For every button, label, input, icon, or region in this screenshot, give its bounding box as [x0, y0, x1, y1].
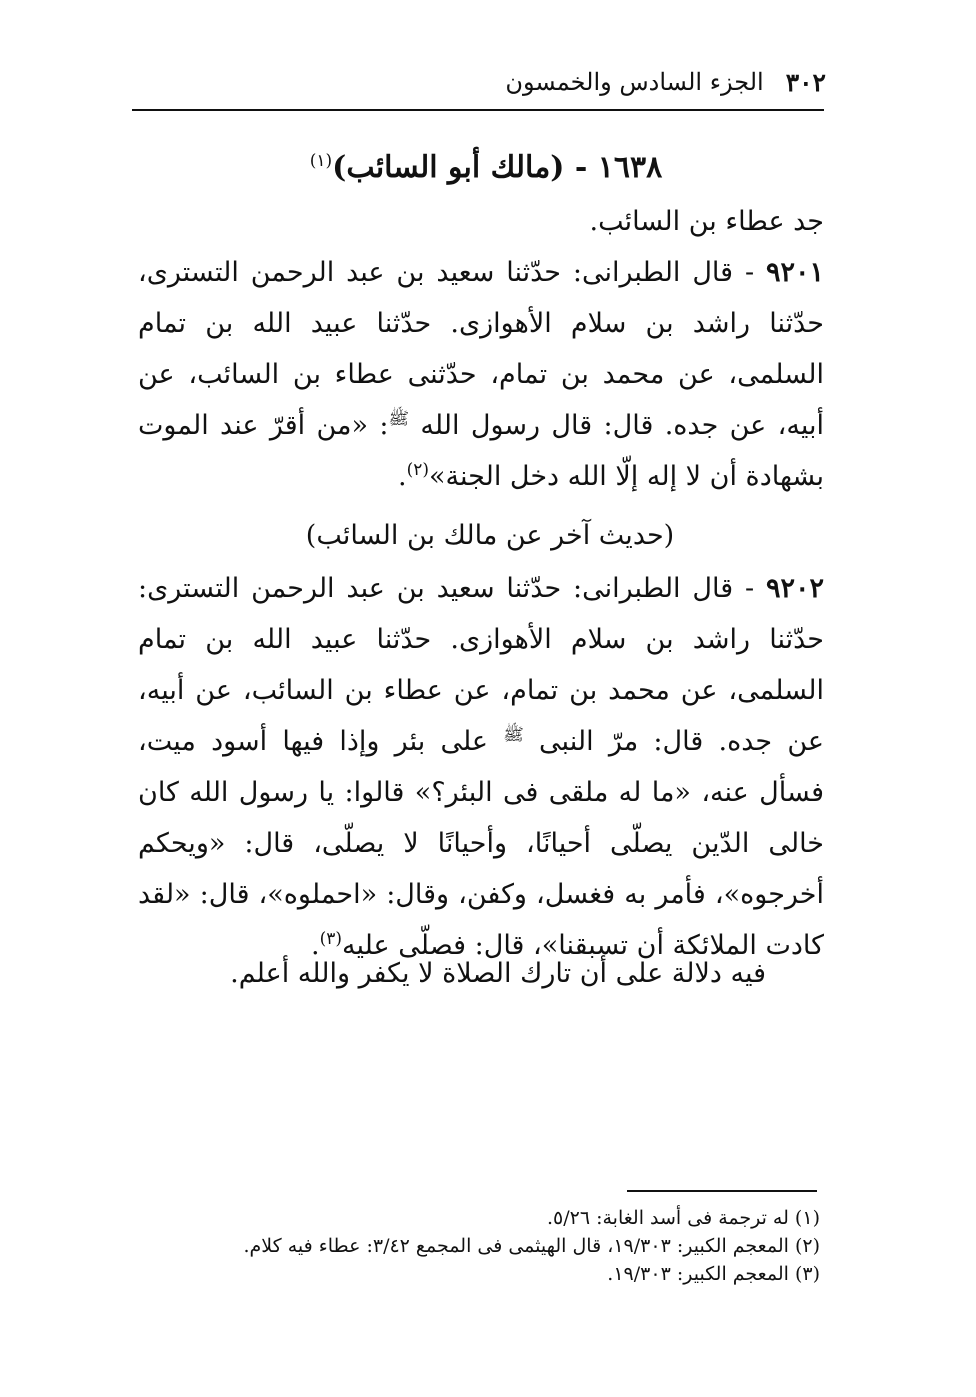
- hadith-9201-paragraph: [138, 247, 824, 502]
- footnotes: [120, 1204, 820, 1288]
- hadith-9202-paragraph: [138, 563, 824, 971]
- hadith-9201: [138, 247, 824, 502]
- hadith-9202: [138, 563, 824, 971]
- running-head: [136, 62, 826, 102]
- subheading: (حديث آخر عن مالك بن السائب): [305, 520, 675, 551]
- hadith-text: - قال الطبرانى: حدّثنا سعيد بن عبد الرحمن التسترى: حدّثنا راشد بن سلام الأهوازى. حدّثنا عبيد الله بن تمام السلمى، عن محمد بن تمام، عن عطاء بن السائب، عن أبيه، عن جده. قال: مرّ النبى: [138, 573, 824, 757]
- hadith-text-continued: : «من أقرّ عند الموت بشهادة أن لا إله إلّا الله دخل الجنة»: [138, 410, 824, 492]
- hadith-number: ٩٢٠٢: [765, 573, 824, 604]
- commentary-line: فيه دلالة على أن تارك الصلاة لا يكفر والله أعلم.: [230, 958, 766, 989]
- part-title: الجزء السادس والخمسون: [505, 68, 764, 96]
- hadith-number: ٩٢٠١: [765, 257, 824, 288]
- entry-intro: جد عطاء بن السائب.: [589, 206, 824, 237]
- honorific-glyph: ﷺ: [388, 409, 409, 429]
- footnote-3: (٣) المعجم الكبير: ١٩/٣٠٣.: [607, 1263, 820, 1285]
- footnote-rule: [627, 1190, 817, 1192]
- footnote-ref-3: (٣): [319, 929, 342, 949]
- footnote-ref-2: (٢): [406, 460, 430, 480]
- honorific-glyph: ﷺ: [503, 725, 524, 745]
- footnote-2: (٢) المعجم الكبير: ١٩/٣٠٣، قال الهيثمى فى المجمع ٣/٤٢: عطاء فيه كلام.: [243, 1235, 820, 1257]
- hadith-text-continued: على بئر وإذا فيها أسود ميت، فسأل عنه، «ما له ملقى فى البئر؟» قالوا: يا رسول الله كان خالى الدّين يصلّى أحيانًا، وأحيانًا لا يصلّى، قال: «ويحكم أخرجوه»، فأمر به فغسل، وكفن، وقال: «احملوه»، قال: «لقد كادت الملائكة أن تسبقنا»، قال: فصلّى عليه: [138, 726, 824, 961]
- entry-intro-block: [138, 196, 824, 247]
- entry-heading-text: ١٦٣٨ - (مالك أبو السائب): [332, 150, 663, 185]
- page-number: ٣٠٢: [785, 67, 826, 97]
- header-rule: [132, 109, 824, 111]
- hadith-end: .: [310, 930, 320, 961]
- footnote-1: (١) له ترجمة فى أسد الغابة: ٥/٢٦.: [546, 1207, 820, 1229]
- comment-block: [146, 948, 766, 999]
- footnote-ref-1: (١): [309, 151, 333, 171]
- hadith-text: - قال الطبرانى: حدّثنا سعيد بن عبد الرحمن التسترى، حدّثنا راشد بن سلام الأهوازى. حدّثنا عبيد الله بن تمام السلمى، عن محمد بن تمام، حدّثنى عطاء بن السائب، عن أبيه، عن جده. قال: قال رسول الله: [138, 257, 824, 441]
- entry-heading: [150, 150, 822, 185]
- hadith-end: .: [398, 461, 407, 492]
